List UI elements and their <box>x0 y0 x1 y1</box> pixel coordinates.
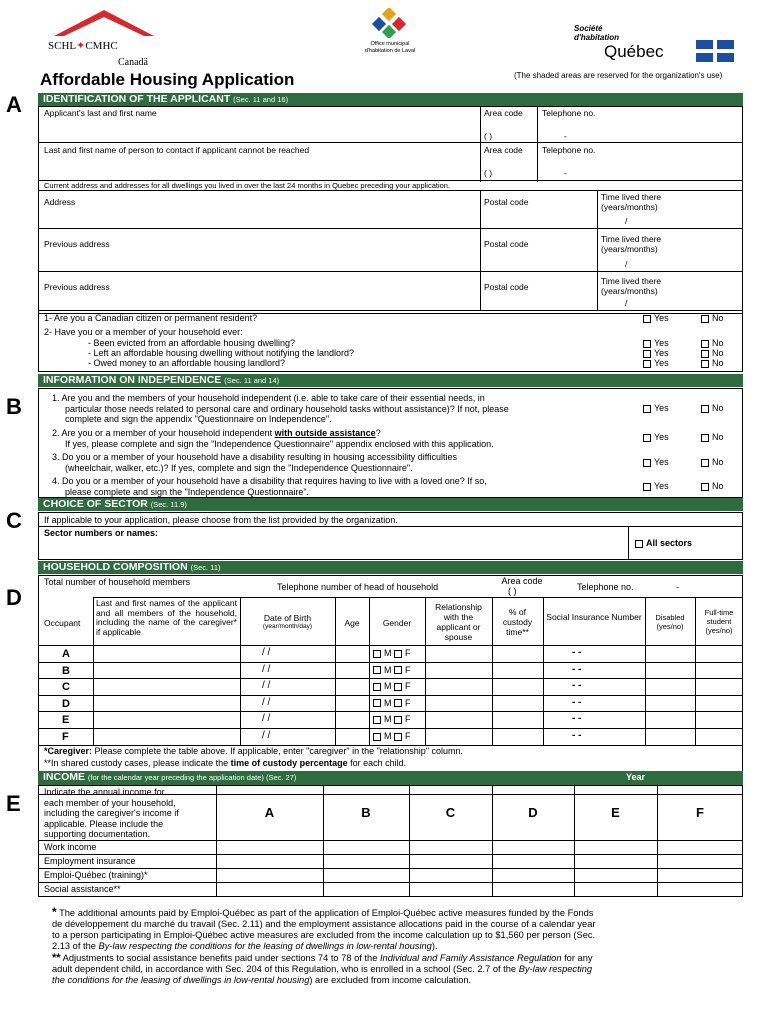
age-field[interactable] <box>337 663 367 677</box>
yes-label: Yes <box>654 338 669 348</box>
shaded-note: (The shaded areas are reserved for the organization's use) <box>514 71 723 80</box>
relationship-field[interactable] <box>427 729 490 743</box>
head-telephone-label: Telephone no. <box>577 582 634 592</box>
telephone-label: Telephone no. <box>542 108 596 118</box>
custody-text: for each child. <box>347 758 407 768</box>
footnote-line: de développement du marché du travail (Sec. 2.11) and the employment assistance allocations paid in the course of a calendar year <box>52 919 596 929</box>
ind-q4-yes-checkbox[interactable] <box>643 483 651 491</box>
footnote-2 <box>52 953 593 986</box>
q2-emphasis: with outside assistance <box>274 428 376 438</box>
gender-f-checkbox[interactable] <box>394 733 402 741</box>
fleur-de-lys-flag-icon <box>696 40 734 62</box>
contact-area-code-label: Area code <box>484 145 523 155</box>
caregiver-text: Please complete the table above. If applicable, enter "caregiver" in the "relationship" column. <box>92 746 464 756</box>
disabled-field[interactable] <box>647 712 693 726</box>
sin-field[interactable]: - - <box>572 647 582 658</box>
age-field[interactable] <box>337 712 367 726</box>
q4-line: 4. Do you or a member of your household have a disability that requires having to live with a loved one? If so, <box>52 476 487 486</box>
age-field[interactable] <box>337 696 367 710</box>
section-c-header <box>38 498 743 511</box>
gender-choice <box>373 714 411 724</box>
income-cell[interactable] <box>576 855 655 867</box>
applicant-name-field[interactable] <box>40 120 478 140</box>
dob-field[interactable]: / / <box>262 680 271 692</box>
sector-input[interactable] <box>44 540 624 558</box>
time-lived-label: Time lived there (years/months) <box>601 276 662 296</box>
yes-label: Yes <box>654 432 669 442</box>
sector-note: If applicable to your application, please choose from the list provided by the organization. <box>44 515 398 525</box>
cmhc-logo <box>44 6 164 68</box>
sin-field[interactable]: - - <box>572 713 582 725</box>
f-label: F <box>405 681 411 692</box>
schl-text: SCHL <box>48 40 77 52</box>
contact-name-field[interactable] <box>40 157 478 177</box>
f-label: F <box>405 697 411 708</box>
postal-code-label: Postal code <box>484 239 529 249</box>
income-cell[interactable] <box>576 869 655 881</box>
income-cell[interactable] <box>494 855 572 867</box>
no-label: No <box>712 457 724 467</box>
all-sectors-label: All sectors <box>646 538 693 548</box>
address-label: Address <box>44 197 76 207</box>
custody-emphasis: time of custody percentage <box>230 758 348 768</box>
footnote-line: The additional amounts paid by Emploi-Québec as part of the application of Emploi-Québec active measures funded by the Fonds <box>56 908 594 918</box>
custody-field[interactable] <box>494 712 541 726</box>
relationship-field[interactable] <box>427 646 490 660</box>
section-a-title: IDENTIFICATION OF THE APPLICANT <box>43 93 231 105</box>
f-label: F <box>405 648 411 658</box>
income-cell[interactable] <box>218 855 321 867</box>
question-owed-money: - Owed money to an affordable housing landlord? <box>88 358 285 368</box>
gender-choice <box>373 681 411 691</box>
occupant-letter: C <box>62 681 70 694</box>
gender-choice <box>373 665 411 675</box>
income-cell[interactable] <box>325 855 407 867</box>
section-letter-e: E <box>6 791 21 816</box>
income-col-header: F <box>696 805 704 820</box>
telephone-field[interactable]: - <box>564 131 567 141</box>
gender-f-checkbox[interactable] <box>394 699 402 707</box>
omh-laval-logo <box>350 8 430 64</box>
sin-field[interactable]: - - <box>572 663 582 675</box>
yes-label: Yes <box>654 457 669 467</box>
ind-q2-no-checkbox[interactable] <box>701 434 709 442</box>
custody-field[interactable] <box>494 729 541 743</box>
left-no-checkbox[interactable] <box>701 350 709 358</box>
col-relationship: Relationship with the applicant or spouse <box>435 602 482 642</box>
gender-m-checkbox[interactable] <box>373 716 381 724</box>
income-col-line <box>657 785 658 897</box>
col-disabled: Disabled (yes/no) <box>655 613 685 631</box>
instruction-line: Indicate the annual income for <box>44 787 165 797</box>
occupant-letter: B <box>62 664 70 677</box>
gender-m-checkbox[interactable] <box>373 699 381 707</box>
section-c-ref: (Sec. 11.9) <box>150 500 187 509</box>
occupant-letter: F <box>62 731 69 743</box>
area-code-label: Area code <box>484 108 523 118</box>
citizen-yes-checkbox[interactable] <box>643 315 651 323</box>
independence-q2 <box>52 428 494 449</box>
occupant-name-field[interactable] <box>96 729 238 743</box>
m-label: M <box>384 681 392 692</box>
yes-label: Yes <box>654 313 669 323</box>
col-sin: Social Insurance Number <box>546 612 642 622</box>
contact-telephone-label: Telephone no. <box>542 145 596 155</box>
quebec-wordmark: Québec <box>604 42 664 61</box>
income-cell[interactable] <box>576 883 655 895</box>
m-label: M <box>384 648 392 658</box>
sin-field[interactable]: - - <box>572 680 582 692</box>
caregiver-note <box>44 746 463 756</box>
income-col-line <box>216 785 217 897</box>
section-d-title: HOUSEHOLD COMPOSITION <box>43 561 188 573</box>
owed-yes-checkbox[interactable] <box>643 360 651 368</box>
gender-f-checkbox[interactable] <box>394 716 402 724</box>
footnote-star: * <box>52 905 57 919</box>
head-area-code-field[interactable]: ( ) <box>508 586 517 596</box>
gender-m-checkbox[interactable] <box>373 683 381 691</box>
applicant-name-label: Applicant's last and first name <box>44 108 157 118</box>
footnote-line: to a person participating in Emploi-Québec active measures are excluded from the income calculation up to $1,560 per person (Sec. <box>52 930 596 940</box>
m-label: M <box>384 664 392 675</box>
income-row-label: Social assistance** <box>44 884 121 894</box>
disabled-field[interactable] <box>647 679 693 693</box>
yes-label: Yes <box>654 358 669 368</box>
relationship-field[interactable] <box>427 712 490 726</box>
all-sectors-checkbox[interactable] <box>635 540 643 548</box>
occupant-name-field[interactable] <box>96 712 238 726</box>
section-letter-b: B <box>6 394 22 419</box>
section-letter-d: D <box>6 585 22 610</box>
custody-field[interactable] <box>494 663 541 677</box>
student-field[interactable] <box>697 696 741 710</box>
citizen-no-checkbox[interactable] <box>701 315 709 323</box>
income-cell[interactable] <box>411 869 490 881</box>
time-lived-slash[interactable]: / <box>625 298 628 308</box>
section-e-title: INCOME <box>43 771 85 783</box>
col-occupant: Occupant <box>44 618 81 628</box>
col-dob <box>240 613 335 630</box>
no-label: No <box>712 481 724 491</box>
student-field[interactable] <box>697 712 741 726</box>
section-a-ref: (Sec. 11 and 16) <box>233 95 289 104</box>
f-label: F <box>405 731 411 741</box>
footnote-text: ) are excluded from income calculation. <box>309 975 472 985</box>
no-label: No <box>712 403 724 413</box>
contact-telephone-field[interactable]: - <box>564 168 567 178</box>
instruction-line: applicable. Please include the <box>44 818 164 829</box>
section-e-ref: (for the calendar year preceding the application date) (Sec. 27) <box>87 773 297 782</box>
col-gender: Gender <box>382 618 412 628</box>
previous-address-label: Previous address <box>44 239 110 249</box>
income-cell[interactable] <box>494 883 572 895</box>
custody-field[interactable] <box>494 679 541 693</box>
income-col-line <box>492 785 493 897</box>
ind-q4-no-checkbox[interactable] <box>701 483 709 491</box>
societe-line2: d'habitation <box>574 33 620 42</box>
previous-address-label: Previous address <box>44 282 110 292</box>
occupant-name-field[interactable] <box>96 663 238 677</box>
gender-choice <box>373 698 411 708</box>
section-b-header <box>38 374 743 387</box>
income-cell[interactable] <box>325 869 407 881</box>
owed-no-checkbox[interactable] <box>701 360 709 368</box>
sector-label: Sector numbers or names: <box>44 528 159 538</box>
age-field[interactable] <box>337 679 367 693</box>
student-field[interactable] <box>697 729 741 743</box>
dob-field[interactable]: / / <box>262 730 271 741</box>
income-cell[interactable] <box>218 841 321 853</box>
student-field[interactable] <box>697 646 741 660</box>
house-roof-icon <box>44 6 164 36</box>
dob-label: Date of Birth <box>263 613 312 623</box>
income-col-header: D <box>528 805 538 820</box>
gender-f-checkbox[interactable] <box>394 683 402 691</box>
bylaw-title: By-law respecting <box>518 964 593 974</box>
time-lived-slash[interactable]: / <box>625 259 628 269</box>
income-col-header: A <box>264 805 275 820</box>
income-instructions <box>44 787 179 840</box>
m-label: M <box>384 731 392 741</box>
income-row-label: Employment insurance <box>44 856 136 866</box>
caregiver-label: *Caregiver: <box>44 746 93 756</box>
head-area-code-label: Area code <box>501 576 543 586</box>
time-lived-label: Time lived there (years/months) <box>601 234 662 254</box>
total-members-label: Total number of household members <box>44 577 191 587</box>
sin-field[interactable]: - - <box>572 696 582 708</box>
section-e-header <box>38 771 743 785</box>
income-row-label: Emploi-Québec (training)* <box>44 870 148 880</box>
contact-name-label: Last and first name of person to contact if applicant cannot be reached <box>44 145 310 155</box>
occupant-name-field[interactable] <box>96 646 238 660</box>
m-label: M <box>384 714 392 725</box>
no-label: No <box>712 348 724 358</box>
ind-q2-yes-checkbox[interactable] <box>643 434 651 442</box>
ind-q3-yes-checkbox[interactable] <box>643 459 651 467</box>
disabled-field[interactable] <box>647 729 693 743</box>
no-label: No <box>712 358 724 368</box>
income-col-header: E <box>611 805 620 820</box>
gender-choice <box>373 731 411 741</box>
yes-label: Yes <box>654 348 669 358</box>
q2-line: If yes, please complete and sign the "Independence Questionnaire" appendix enclosed with this application. <box>65 438 494 449</box>
section-a-header <box>38 93 743 106</box>
dob-field[interactable]: / / <box>262 696 271 708</box>
maple-leaf-icon: ✦ <box>76 40 86 52</box>
section-b-title: INFORMATION ON INDEPENDENCE <box>43 374 222 386</box>
sin-field[interactable]: - - <box>572 730 582 741</box>
time-lived-slash[interactable]: / <box>625 216 628 226</box>
q2-text: ? <box>375 428 381 438</box>
f-label: F <box>405 664 411 675</box>
income-col-header: B <box>361 805 371 820</box>
question-household: 2- Have you or a member of your household ever: <box>44 327 243 337</box>
age-field[interactable] <box>337 646 367 660</box>
left-yes-checkbox[interactable] <box>643 350 651 358</box>
question-left-dwelling: - Left an affordable housing dwelling without notifying the landlord? <box>88 348 355 358</box>
income-cell[interactable] <box>494 869 572 881</box>
ind-q1-yes-checkbox[interactable] <box>643 405 651 413</box>
yes-label: Yes <box>654 403 669 413</box>
disabled-field[interactable] <box>647 663 693 677</box>
area-code-field[interactable]: ( ) <box>484 131 493 141</box>
income-col-line <box>409 785 410 897</box>
income-row-label: Work income <box>44 842 97 852</box>
dob-field[interactable]: / / <box>262 713 271 725</box>
no-label: No <box>712 338 724 348</box>
relationship-field[interactable] <box>427 696 490 710</box>
office-name-line1: Office municipal <box>370 41 410 47</box>
instruction-line: supporting documentation. <box>44 829 151 839</box>
income-cell[interactable] <box>659 855 741 867</box>
dob-format: (year/month/day) <box>262 623 313 630</box>
custody-field[interactable] <box>494 696 541 710</box>
q1-line: 1. Are you and the members of your household independent (i.e. able to take care of their essential needs, in <box>52 393 485 403</box>
footnote-text: ). <box>431 941 438 951</box>
col-age: Age <box>344 618 360 628</box>
gender-m-checkbox[interactable] <box>373 733 381 741</box>
disabled-field[interactable] <box>647 646 693 660</box>
gender-choice <box>373 648 411 658</box>
footnote-text: for any <box>561 953 593 963</box>
occupant-letter: E <box>62 714 70 727</box>
income-cell[interactable] <box>411 855 490 867</box>
income-col-line <box>323 785 324 897</box>
independence-q1 <box>52 393 509 425</box>
contact-area-code-field[interactable]: ( ) <box>484 168 493 178</box>
evicted-yes-checkbox[interactable] <box>643 340 651 348</box>
societe-line1: Société <box>574 24 603 33</box>
bylaw-title: the conditions for the leasing of dwellings in low-rental housing <box>52 975 310 985</box>
no-label: No <box>712 432 724 442</box>
evicted-no-checkbox[interactable] <box>701 340 709 348</box>
income-cell[interactable] <box>325 883 407 895</box>
shq-logo <box>574 24 744 64</box>
bylaw-title: By-law respecting the conditions for the leasing of dwellings in low-rental housing <box>98 941 432 951</box>
income-cell[interactable] <box>411 883 490 895</box>
instruction-line: including the caregiver's income if <box>44 808 179 818</box>
relationship-field[interactable] <box>427 679 490 693</box>
question-citizen: 1- Are you a Canadian citizen or permanent resident? <box>44 313 258 323</box>
yes-label: Yes <box>654 481 669 491</box>
year-label: Year <box>626 772 646 782</box>
custody-note <box>44 758 406 768</box>
instruction-line: each member of your household, <box>44 797 176 808</box>
occupant-letter: A <box>62 648 70 660</box>
income-cell[interactable] <box>659 841 741 853</box>
gender-m-checkbox[interactable] <box>373 650 381 658</box>
custody-text: **In shared custody cases, please indicate the <box>44 758 231 768</box>
age-field[interactable] <box>337 729 367 743</box>
income-col-header: C <box>445 805 456 820</box>
q2-text: 2. Are you or a member of your household independent <box>52 428 275 438</box>
gender-m-checkbox[interactable] <box>373 666 381 674</box>
income-cell[interactable] <box>325 841 407 853</box>
q3-line: (wheelchair, walker, etc.)? If yes, complete and sign the "Independence Questionnaire". <box>65 462 413 473</box>
q1-line: particular those needs related to personal care and ordinary household tasks without assistance)? If not, please <box>65 403 509 414</box>
col-student: Full-time student (yes/no) <box>704 608 734 635</box>
tel-head-label: Telephone number of head of household <box>277 582 439 592</box>
cmhc-text: CMHC <box>85 40 118 52</box>
income-cell[interactable] <box>659 869 741 881</box>
gender-f-checkbox[interactable] <box>394 650 402 658</box>
dob-field[interactable]: / / <box>262 647 271 658</box>
col-names: Last and first names of the applicant and all members of the household, including the name of the caregiver* if applicable <box>96 598 237 637</box>
time-lived-label: Time lived there (years/months) <box>601 192 662 212</box>
relationship-field[interactable] <box>427 663 490 677</box>
ind-q3-no-checkbox[interactable] <box>701 459 709 467</box>
q1-line: complete and sign the appendix "Questionnaire on Independence". <box>65 414 332 424</box>
occupant-letter: D <box>62 697 70 710</box>
regulation-title: Individual and Family Assistance Regulation <box>379 953 562 963</box>
omh-emblem-icon <box>370 8 410 38</box>
postal-code-label: Postal code <box>484 282 529 292</box>
income-cell[interactable] <box>494 841 572 853</box>
independence-q3 <box>52 452 457 473</box>
postal-code-label: Postal code <box>484 197 529 207</box>
gender-f-checkbox[interactable] <box>394 666 402 674</box>
section-letter-a: A <box>6 92 22 117</box>
income-cell[interactable] <box>411 841 490 853</box>
income-cell[interactable] <box>576 841 655 853</box>
canada-wordmark: Canadä <box>118 57 148 68</box>
address-note: Current address and addresses for all dwellings you lived in over the last 24 months in Quebec preceding your application. <box>44 181 451 190</box>
income-cell[interactable] <box>659 883 741 895</box>
col-custody: % of custody time** <box>502 607 533 637</box>
page-title: Affordable Housing Application <box>40 70 295 89</box>
m-label: M <box>384 697 392 708</box>
disabled-field[interactable] <box>647 696 693 710</box>
income-col-line <box>574 785 575 897</box>
footnote-1 <box>52 907 596 952</box>
section-letter-c: C <box>6 508 22 533</box>
dob-field[interactable]: / / <box>262 663 271 675</box>
footnote-text: adult dependent child, in accordance with Sec. 204 of this Regulation, who is enrolled in a school (Sec. 2.7 of the <box>52 964 519 974</box>
custody-field[interactable] <box>494 646 541 660</box>
section-b-ref: (Sec. 11 and 14) <box>224 376 280 385</box>
footnote-text: Adjustments to social assistance benefits paid under sections 74 to 78 of the <box>60 953 380 963</box>
independence-q4 <box>52 476 487 497</box>
office-name-line2: d'habitation de Laval <box>364 48 416 54</box>
income-cell[interactable] <box>218 883 321 895</box>
question-evicted: - Been evicted from an affordable housing dwelling? <box>88 338 295 348</box>
head-telephone-field[interactable]: - <box>676 582 679 592</box>
student-field[interactable] <box>697 679 741 693</box>
occupant-name-field[interactable] <box>96 679 238 693</box>
section-d-header <box>38 561 743 574</box>
q4-line: please complete and sign the "Independence Questionnaire". <box>65 486 310 497</box>
section-c-title: CHOICE OF SECTOR <box>43 498 148 510</box>
footnote-text: 2.13 of the <box>52 941 99 951</box>
q3-line: 3. Do you or a member of your household have a disability resulting in housing accessibility difficulties <box>52 452 458 462</box>
no-label: No <box>712 313 724 323</box>
footnote-star: ** <box>52 952 61 964</box>
ind-q1-no-checkbox[interactable] <box>701 405 709 413</box>
f-label: F <box>405 714 411 725</box>
occupant-name-field[interactable] <box>96 696 238 710</box>
student-field[interactable] <box>697 663 741 677</box>
section-d-ref: (Sec. 11) <box>190 563 221 572</box>
income-cell[interactable] <box>218 869 321 881</box>
